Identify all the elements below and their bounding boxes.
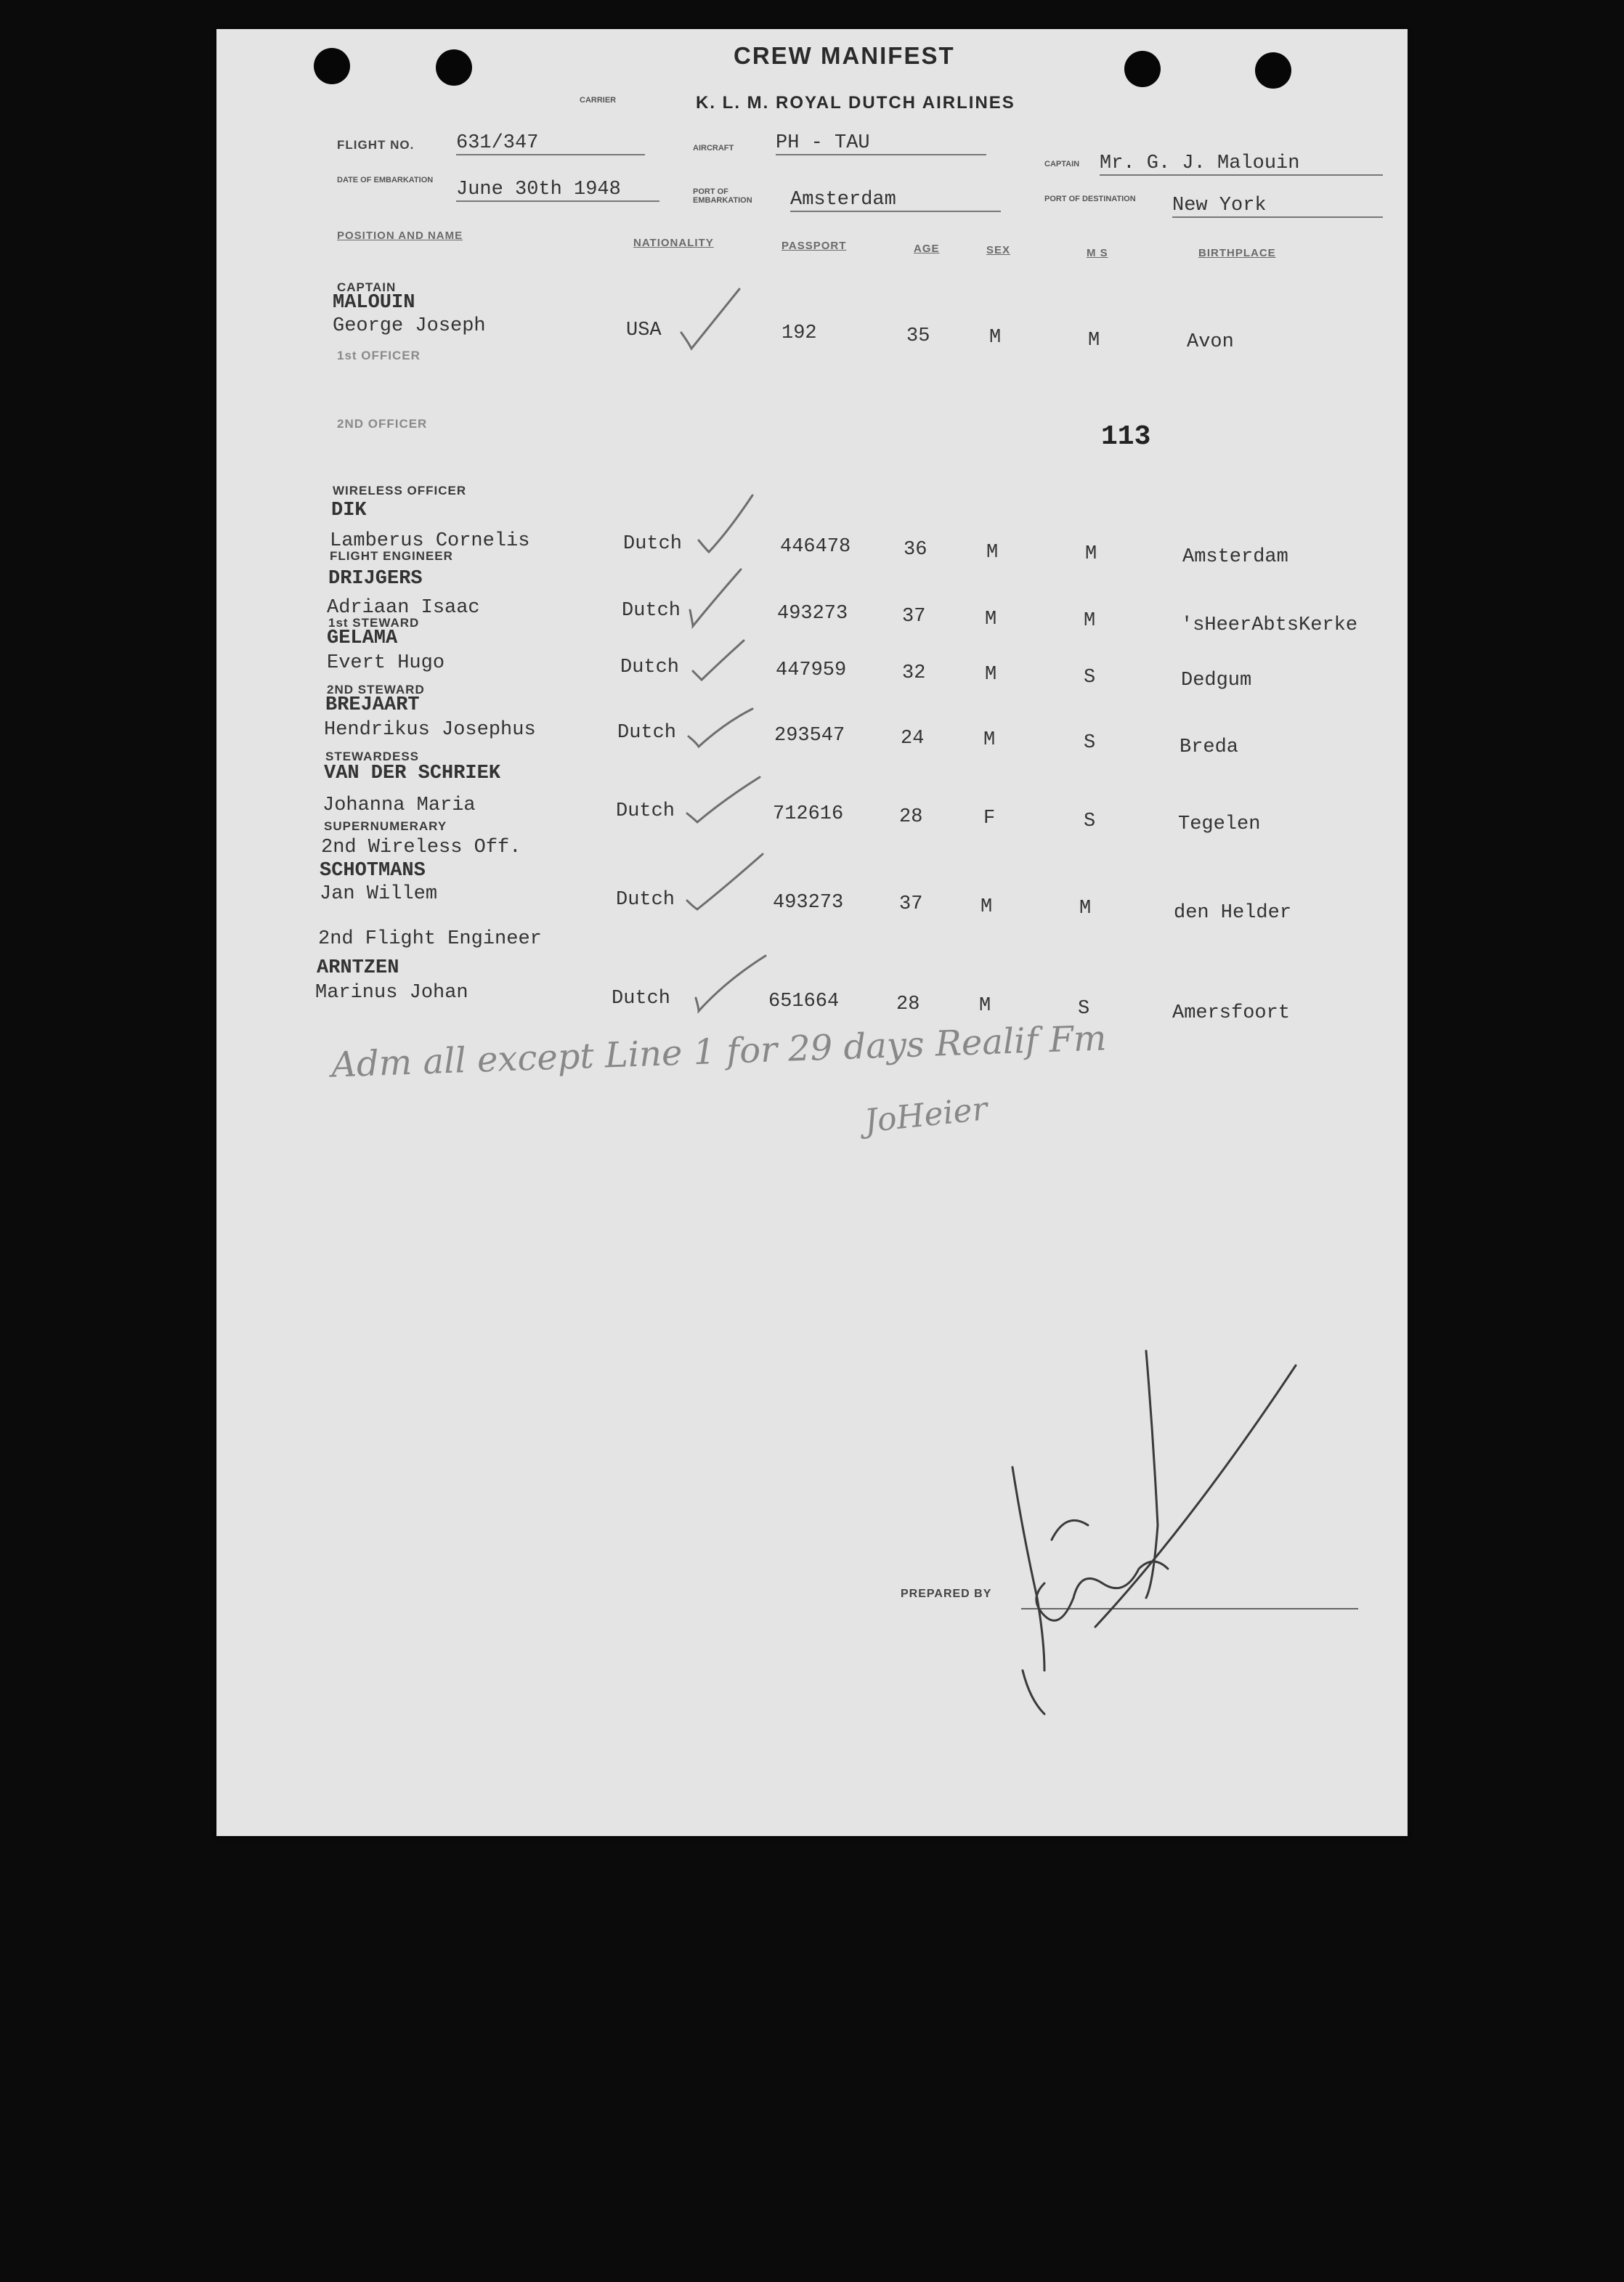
crew-age: 28	[899, 806, 923, 828]
crew-surname: BREJAART	[325, 694, 420, 716]
aircraft-label: AIRCRAFT	[693, 144, 734, 153]
crew-age: 28	[896, 994, 920, 1015]
manifest-page	[216, 29, 1408, 1836]
position-wireless-officer: WIRELESS OFFICER	[333, 484, 467, 498]
crew-marital: S	[1084, 732, 1096, 754]
crew-surname: SCHOTMANS	[320, 860, 426, 882]
crew-given-name: Hendrikus Josephus	[324, 719, 536, 741]
col-passport: PASSPORT	[781, 240, 847, 252]
crew-marital: S	[1084, 667, 1096, 689]
position-first-officer: 1st OFFICER	[337, 349, 421, 362]
crew-nationality: Dutch	[612, 988, 671, 1010]
position-second-flight-engineer: 2nd Flight Engineer	[318, 928, 542, 950]
crew-surname: MALOUIN	[333, 292, 415, 314]
captain-value: Mr. G. J. Malouin	[1100, 153, 1383, 176]
crew-sex: M	[985, 609, 997, 630]
crew-given-name: Marinus Johan	[315, 982, 468, 1004]
position-second-officer: 2ND OFFICER	[337, 417, 428, 431]
col-age: AGE	[914, 243, 940, 255]
crew-age: 37	[902, 606, 926, 628]
col-birthplace: BIRTHPLACE	[1198, 247, 1276, 259]
crew-marital: M	[1088, 330, 1100, 352]
crew-nationality: Dutch	[623, 533, 683, 555]
crew-age: 37	[899, 893, 923, 915]
port-embarkation-value: Amsterdam	[790, 189, 1001, 212]
crew-sex: F	[983, 808, 996, 829]
crew-nationality: Dutch	[617, 722, 677, 744]
captain-label: CAPTAIN	[1044, 160, 1080, 168]
flight-no-label: FLIGHT NO.	[337, 138, 415, 152]
position-stewardess: STEWARDESS	[325, 750, 420, 763]
port-embarkation-label: PORT OF EMBARKATION	[693, 187, 752, 205]
crew-marital: M	[1084, 610, 1096, 632]
embarkation-date-label: DATE OF EMBARKATION	[337, 176, 434, 184]
crew-surname: GELAMA	[327, 628, 398, 649]
crew-age: 35	[906, 325, 930, 347]
col-sex: SEX	[986, 244, 1011, 256]
crew-birthplace: den Helder	[1174, 902, 1292, 924]
handwritten-note: Adm all except Line 1 for 29 days Realif Fm	[330, 1018, 1108, 1086]
crew-given-name: George Joseph	[333, 315, 486, 337]
port-destination-value: New York	[1172, 195, 1383, 218]
crew-birthplace: Tegelen	[1178, 813, 1261, 835]
crew-sex: M	[985, 664, 997, 686]
crew-birthplace: Dedgum	[1181, 670, 1252, 691]
position-first-steward: 1st STEWARD	[328, 616, 420, 630]
flight-no-value: 631/347	[456, 132, 645, 155]
position-captain: CAPTAIN	[337, 280, 397, 294]
crew-passport: 446478	[780, 536, 851, 558]
crew-surname: VAN DER SCHRIEK	[324, 763, 501, 784]
crew-marital: S	[1084, 811, 1096, 832]
embarkation-date-value: June 30th 1948	[456, 179, 659, 202]
crew-surname: DIK	[331, 500, 367, 521]
crew-passport: 192	[781, 322, 817, 344]
position-supernumerary: SUPERNUMERARY	[324, 819, 447, 833]
signature	[1001, 1293, 1320, 1729]
crew-sex: M	[981, 896, 993, 918]
crew-given-name: Jan Willem	[320, 883, 438, 905]
crew-passport: 493273	[773, 892, 844, 914]
crew-birthplace: Amersfoort	[1172, 1002, 1291, 1024]
crew-given-name: Evert Hugo	[327, 652, 445, 674]
crew-nationality: USA	[626, 320, 662, 341]
crew-birthplace: Amsterdam	[1182, 546, 1288, 568]
col-nationality: NATIONALITY	[633, 237, 714, 249]
crew-sex: M	[989, 327, 1002, 349]
crew-surname: DRIJGERS	[328, 568, 423, 590]
position-flight-engineer: FLIGHT ENGINEER	[330, 549, 453, 563]
crew-nationality: Dutch	[616, 889, 675, 911]
stamp-number: 113	[1101, 421, 1151, 452]
crew-marital: M	[1079, 898, 1092, 919]
port-destination-label: PORT OF DESTINATION	[1044, 195, 1136, 203]
crew-given-name: Lamberus Cornelis	[330, 530, 530, 552]
crew-passport: 712616	[773, 803, 844, 825]
col-position-name: POSITION AND NAME	[337, 230, 463, 242]
crew-birthplace: 'sHeerAbtsKerke	[1181, 614, 1358, 636]
document-title: CREW MANIFEST	[734, 42, 955, 69]
aircraft-value: PH - TAU	[776, 132, 986, 155]
crew-given-name: Johanna Maria	[322, 795, 476, 816]
crew-passport: 293547	[774, 725, 845, 747]
crew-passport: 651664	[768, 991, 840, 1012]
crew-nationality: Dutch	[622, 600, 681, 622]
carrier-label: CARRIER	[580, 96, 617, 105]
crew-age: 36	[904, 539, 927, 561]
crew-marital: M	[1085, 543, 1097, 565]
crew-sex: M	[979, 995, 991, 1017]
crew-passport: 447959	[776, 659, 847, 681]
crew-given-name: Adriaan Isaac	[327, 597, 480, 619]
carrier-value: K. L. M. ROYAL DUTCH AIRLINES	[696, 93, 1015, 113]
position-second-wireless: 2nd Wireless Off.	[321, 837, 521, 858]
crew-surname: ARNTZEN	[317, 957, 399, 979]
position-second-steward: 2ND STEWARD	[327, 683, 425, 697]
crew-passport: 493273	[777, 603, 848, 625]
crew-sex: M	[983, 729, 996, 751]
crew-birthplace: Breda	[1180, 736, 1239, 758]
check-marks	[216, 29, 1408, 1060]
prepared-by-label: PREPARED BY	[901, 1588, 992, 1600]
col-marital: M S	[1087, 247, 1108, 259]
crew-birthplace: Avon	[1187, 331, 1234, 353]
crew-nationality: Dutch	[620, 657, 680, 678]
crew-age: 32	[902, 662, 926, 684]
handwritten-initials: JoHeier	[862, 1090, 989, 1140]
crew-nationality: Dutch	[616, 800, 675, 822]
crew-age: 24	[901, 728, 925, 750]
crew-marital: S	[1078, 998, 1090, 1020]
crew-sex: M	[986, 542, 999, 564]
